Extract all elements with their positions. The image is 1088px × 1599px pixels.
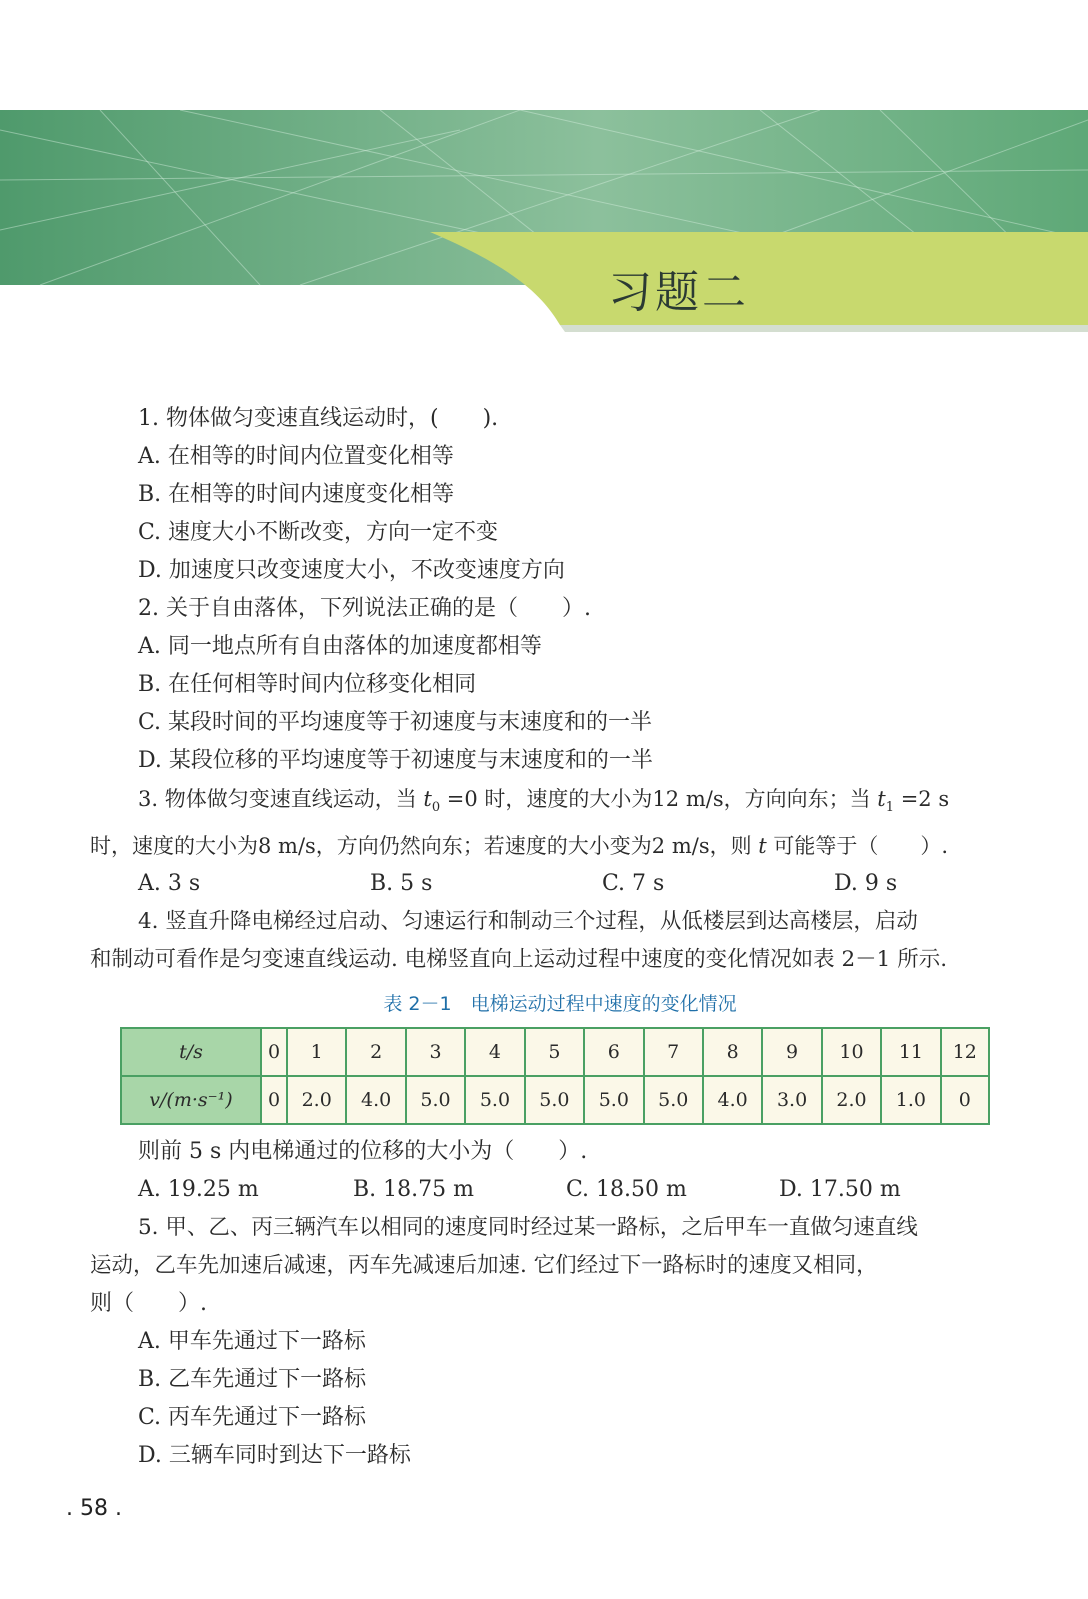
exercise-content [90, 400, 1030, 1475]
table-cell: 4 [465, 1028, 524, 1076]
table-cell: 10 [822, 1028, 881, 1076]
speed-table [120, 1027, 990, 1125]
question-3-options [90, 865, 1030, 903]
table-cell: 2.0 [287, 1076, 346, 1124]
question-1-option-b: B. 在相等的时间内速度变化相等 [138, 482, 455, 507]
table-cell: 2.0 [822, 1076, 881, 1124]
question-2-option-d: D. 某段位移的平均速度等于初速度与末速度和的一半 [138, 748, 653, 773]
question-3-line-2: 时，速度的大小为8 m/s，方向仍然向东；若速度的大小变为2 m/s，则 t 可能等于（ ）. [90, 834, 949, 859]
table-cell: 1 [287, 1028, 346, 1076]
table-cell: 5.0 [584, 1076, 643, 1124]
table-row-time [121, 1028, 989, 1076]
question-4-line-2: 和制动可看作是匀变速直线运动. 电梯竖直向上运动过程中速度的变化情况如表 2－1 所示. [90, 947, 948, 973]
chapter-title: 习题二 [608, 267, 749, 318]
table-cell: 4.0 [703, 1076, 762, 1124]
table-cell: 8 [703, 1028, 762, 1076]
question-1-option-c: C. 速度大小不断改变，方向一定不变 [138, 520, 499, 545]
table-cell: 5.0 [525, 1076, 584, 1124]
question-4-after: 则前 5 s 内电梯通过的位移的大小为（ ）. [138, 1139, 588, 1165]
question-2-option-a: A. 同一地点所有自由落体的加速度都相等 [138, 634, 542, 659]
question-4-options [90, 1171, 1030, 1209]
table-header-velocity: v/(m·s⁻¹) [121, 1076, 261, 1124]
question-2-option-c: C. 某段时间的平均速度等于初速度与末速度和的一半 [138, 710, 653, 735]
chapter-banner [0, 110, 1088, 350]
table-header-time: t/s [121, 1028, 261, 1076]
question-3-option-d: D. 9 s [834, 871, 898, 897]
question-5-line-3: 则（ ）. [90, 1291, 207, 1317]
question-5-line-1: 5. 甲、乙、丙三辆汽车以相同的速度同时经过某一路标，之后甲车一直做匀速直线 [138, 1215, 918, 1241]
table-cell: 12 [941, 1028, 989, 1076]
table-caption: 表 2－1 电梯运动过程中速度的变化情况 [383, 993, 737, 1016]
table-cell: 5.0 [465, 1076, 524, 1124]
table-cell: 0 [941, 1076, 989, 1124]
question-3-option-c: C. 7 s [602, 871, 665, 897]
question-5-option-c: C. 丙车先通过下一路标 [138, 1405, 367, 1431]
question-5-option-a: A. 甲车先通过下一路标 [138, 1329, 366, 1355]
question-3-option-b: B. 5 s [370, 871, 433, 897]
question-3-line-1: 3. 物体做匀变速直线运动，当 $t_0 =0$ 时，速度的大小为12 m/s，方向向东；当 $t_1 =2$ s [138, 787, 950, 816]
question-2-option-b: B. 在任何相等时间内位移变化相同 [138, 672, 477, 697]
question-4-option-c: C. 18.50 m [566, 1177, 687, 1203]
table-cell: 5 [525, 1028, 584, 1076]
question-4-option-d: D. 17.50 m [779, 1177, 901, 1203]
table-cell: 5.0 [406, 1076, 465, 1124]
table-cell: 2 [346, 1028, 405, 1076]
question-5-option-d: D. 三辆车同时到达下一路标 [138, 1443, 411, 1469]
table-row-velocity [121, 1076, 989, 1124]
question-1-stem: 1. 物体做匀变速直线运动时，( ). [138, 406, 499, 431]
table-cell: 6 [584, 1028, 643, 1076]
question-1-option-d: D. 加速度只改变速度大小，不改变速度方向 [138, 558, 565, 583]
table-cell: 3 [406, 1028, 465, 1076]
table-cell: 9 [762, 1028, 821, 1076]
table-cell: 0 [261, 1076, 287, 1124]
page-number: . 58 . [66, 1496, 122, 1521]
table-cell: 3.0 [762, 1076, 821, 1124]
question-5-line-2: 运动，乙车先加速后减速，丙车先减速后加速. 它们经过下一路标时的速度又相同， [90, 1253, 878, 1279]
table-cell: 11 [881, 1028, 940, 1076]
table-cell: 1.0 [881, 1076, 940, 1124]
question-3-option-a: A. 3 s [138, 871, 201, 897]
question-5-option-b: B. 乙车先通过下一路标 [138, 1367, 367, 1393]
table-cell: 7 [644, 1028, 703, 1076]
question-4-option-b: B. 18.75 m [353, 1177, 474, 1203]
question-4-line-1: 4. 竖直升降电梯经过启动、匀速运行和制动三个过程，从低楼层到达高楼层，启动 [138, 909, 918, 935]
table-cell: 5.0 [644, 1076, 703, 1124]
question-4-option-a: A. 19.25 m [138, 1177, 259, 1203]
question-1-option-a: A. 在相等的时间内位置变化相等 [138, 444, 454, 469]
question-2-stem: 2. 关于自由落体，下列说法正确的是（ ）. [138, 596, 591, 621]
table-cell: 4.0 [346, 1076, 405, 1124]
table-cell: 0 [261, 1028, 287, 1076]
